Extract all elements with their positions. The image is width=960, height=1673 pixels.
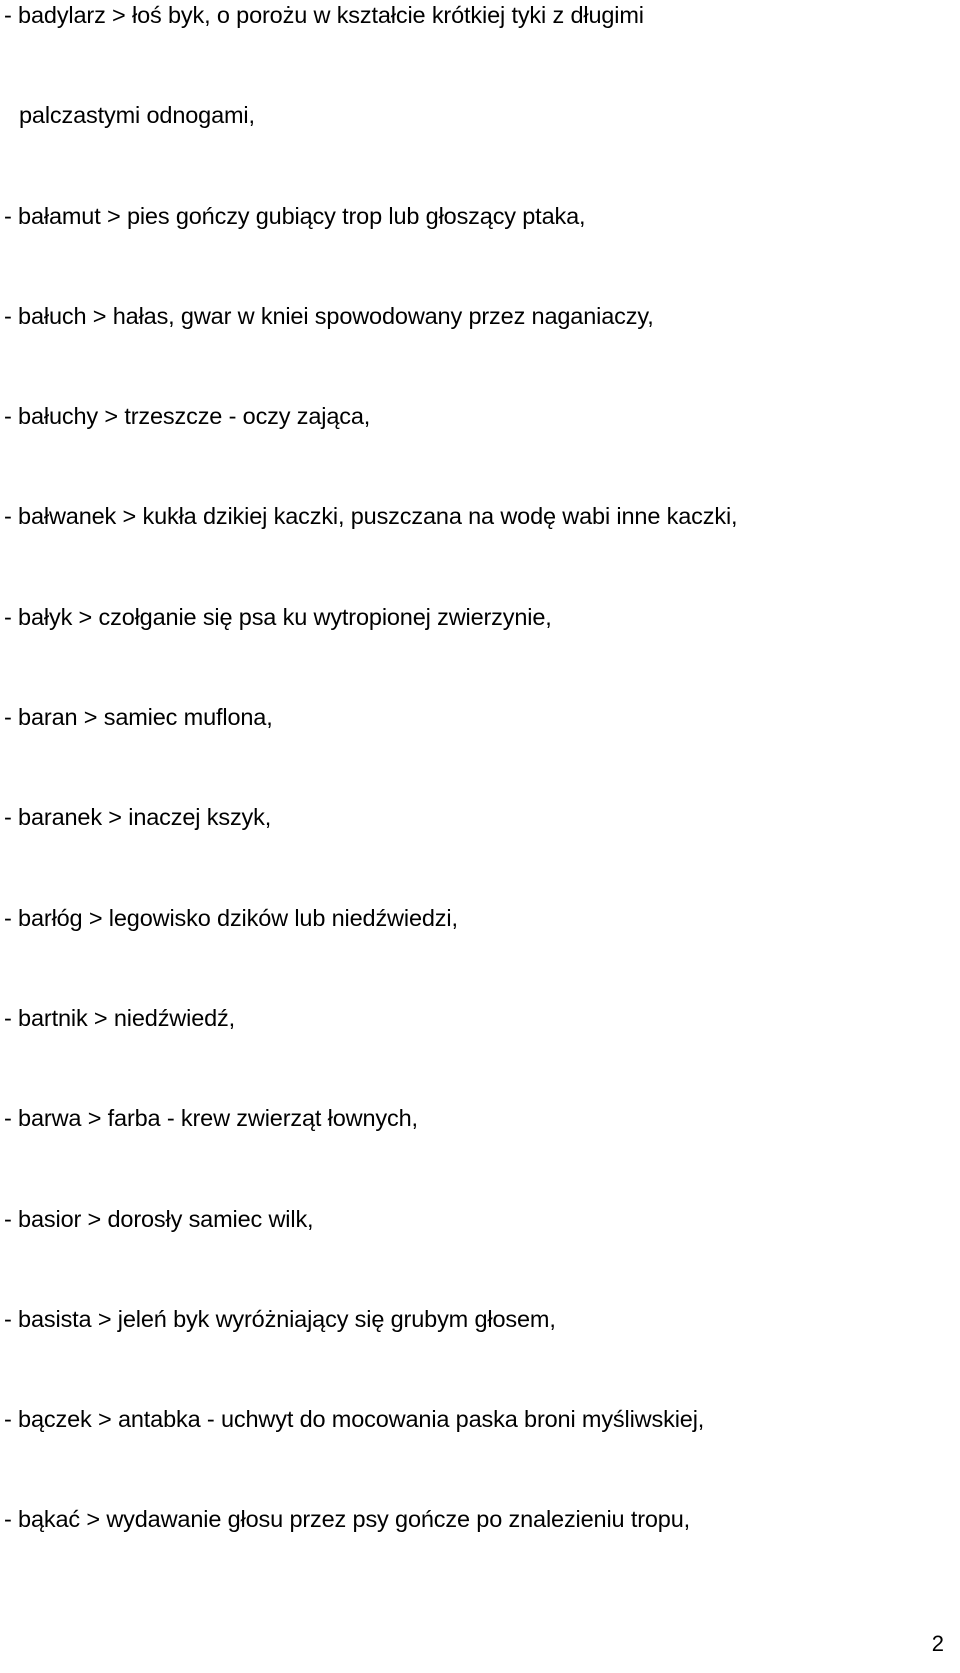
entry-line: - badylarz > łoś byk, o porożu w kształcie krótkiej tyki z długimi — [4, 2, 644, 28]
glossary-list — [4, 0, 944, 1605]
entry-line-continuation: palczastymi odnogami, — [19, 102, 255, 128]
glossary-entry-balamut — [4, 201, 944, 301]
entry-line: - bałwanek > kukła dzikiej kaczki, puszczana na wodę wabi inne kaczki, — [4, 503, 738, 530]
glossary-entry-bartnik — [4, 1003, 944, 1103]
entry-line: - basista > jeleń byk wyróżniający się grubym głosem, — [4, 1305, 556, 1332]
glossary-entry-baluch — [4, 301, 944, 401]
glossary-entry-barlog — [4, 903, 944, 1003]
glossary-entry-basior — [4, 1204, 944, 1304]
entry-line: - barłóg > legowisko dzików lub niedźwiedzi, — [4, 904, 458, 931]
entry-line: - bąkać > wydawanie głosu przez psy gończe po znalezieniu tropu, — [4, 1506, 691, 1533]
glossary-entry-bakac — [4, 1504, 944, 1604]
glossary-entry-badylarz — [4, 0, 944, 201]
glossary-entry-balyk — [4, 602, 944, 702]
entry-line: - bałamut > pies gończy gubiący trop lub głoszący ptaka, — [4, 202, 586, 229]
glossary-entry-balwanek — [4, 501, 944, 601]
entry-line: - baranek > inaczej kszyk, — [4, 804, 272, 831]
entry-line: - basior > dorosły samiec wilk, — [4, 1205, 314, 1232]
entry-line: - bartnik > niedźwiedź, — [4, 1004, 236, 1031]
entry-line: - bączek > antabka - uchwyt do mocowania paska broni myśliwskiej, — [4, 1406, 705, 1433]
entry-line: - bałyk > czołganie się psa ku wytropionej zwierzynie, — [4, 603, 552, 630]
glossary-entry-basista — [4, 1304, 944, 1404]
glossary-entry-baluchy — [4, 401, 944, 501]
glossary-entry-baranek — [4, 802, 944, 902]
entry-line: - barwa > farba - krew zwierząt łownych, — [4, 1105, 418, 1132]
glossary-entry-baran — [4, 702, 944, 802]
glossary-entry-barwa — [4, 1103, 944, 1203]
entry-line: - baran > samiec muflona, — [4, 704, 273, 731]
entry-line: - bałuch > hałas, gwar w kniei spowodowany przez naganiaczy, — [4, 302, 654, 329]
page-number: 2 — [931, 1631, 944, 1656]
glossary-entry-baczek — [4, 1404, 944, 1504]
entry-line: - bałuchy > trzeszcze - oczy zająca, — [4, 403, 371, 430]
